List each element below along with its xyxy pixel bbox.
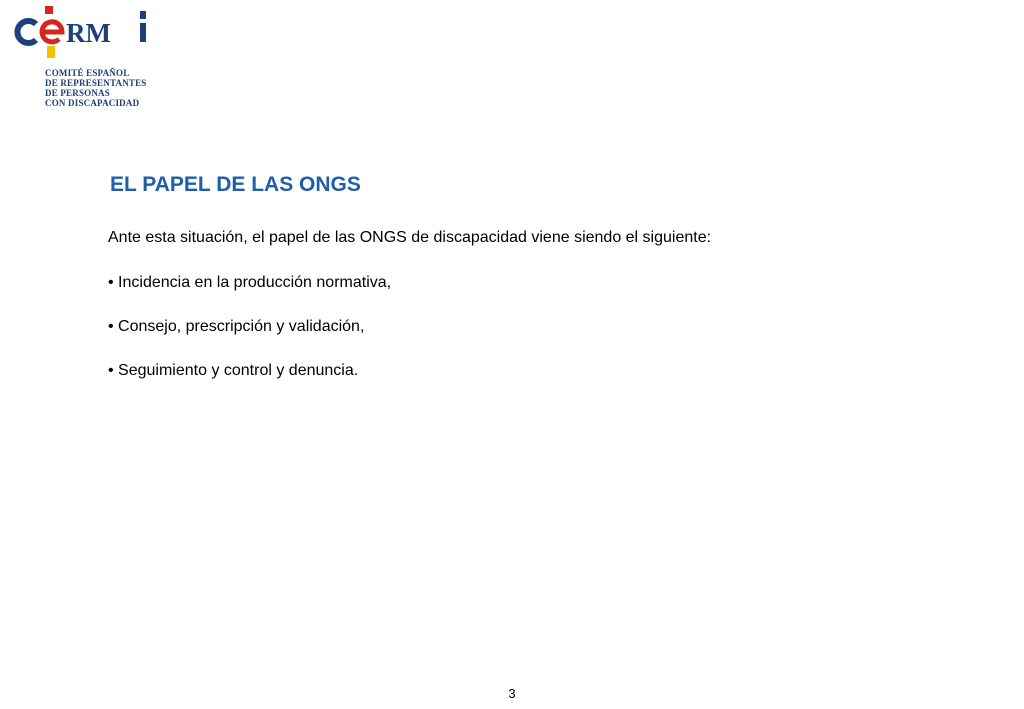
intro-text: Ante esta situación, el papel de las ONGS de discapacidad viene siendo el siguiente: <box>108 229 712 246</box>
cermi-logo-mark <box>10 6 160 58</box>
logo-letter-c <box>17 21 36 43</box>
logo-letter-e <box>42 22 62 42</box>
logo-subtitle <box>45 68 185 108</box>
page-number: 3 <box>508 686 516 701</box>
logo-subtitle-line: CON DISCAPACIDAD <box>45 98 140 108</box>
bullet-item: • Incidencia en la producción normativa, <box>108 274 392 291</box>
logo-red-square <box>45 6 53 14</box>
cermi-logo <box>10 6 180 106</box>
logo-yellow-bar <box>47 46 55 58</box>
logo-letter-i-stem <box>140 23 146 42</box>
bullet-item: • Seguimiento y control y denuncia. <box>108 362 359 379</box>
slide-title: EL PAPEL DE LAS ONGS <box>110 173 361 196</box>
logo-subtitle-line: DE REPRESENTANTES <box>45 78 147 88</box>
logo-letters-rm: RM <box>66 18 111 48</box>
logo-subtitle-line: COMITÉ ESPAÑOL <box>45 68 130 78</box>
bullet-list <box>108 272 391 404</box>
logo-subtitle-line: DE PERSONAS <box>45 88 110 98</box>
bullet-item: • Consejo, prescripción y validación, <box>108 318 365 335</box>
logo-letter-i-dot <box>140 11 146 19</box>
